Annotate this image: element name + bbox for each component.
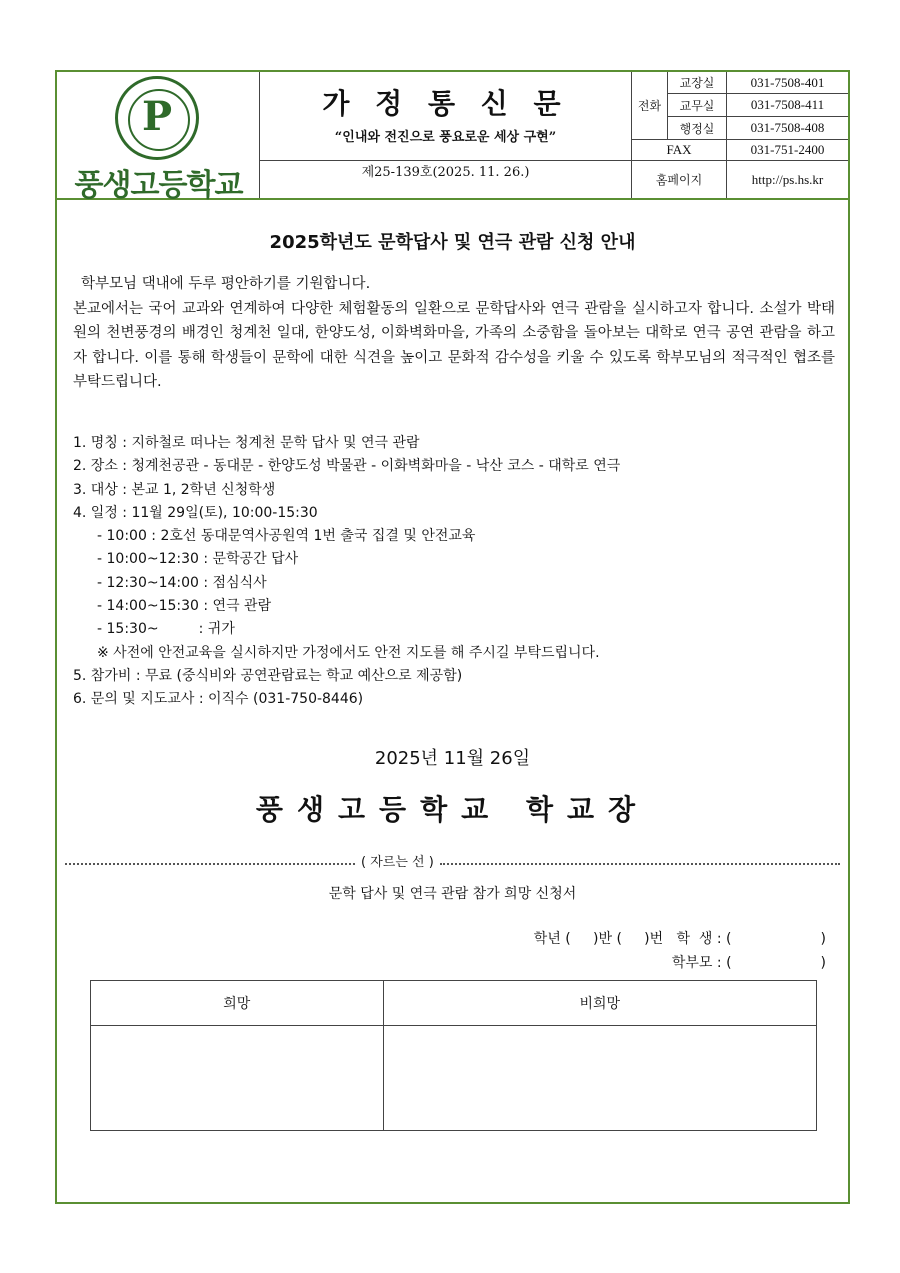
document-title: 2025학년도 문학답사 및 연극 관람 신청 안내 <box>269 232 636 253</box>
contact-table <box>632 72 848 198</box>
column-no: 비희망 <box>383 981 816 1026</box>
yes-cell[interactable] <box>91 1026 384 1131</box>
fax-number: 031-751-2400 <box>727 139 848 160</box>
homepage-label: 홈페이지 <box>632 160 727 198</box>
list-item: 5. 참가비 : 무료 (중식비와 공연관람료는 학교 예산으로 제공함) <box>73 667 463 684</box>
cut-line <box>65 851 840 870</box>
phone-label: 전화 <box>632 72 668 139</box>
student-info-line[interactable]: 학년 ( )반 ( )번 학 생 : ( ) <box>533 931 826 947</box>
greeting: 학부모님 댁내에 두루 평안하기를 기원합니다. <box>81 276 371 292</box>
parent-info-line[interactable]: 학부모 : ( ) <box>671 955 826 971</box>
details-list <box>73 432 620 712</box>
response-table <box>90 980 817 1131</box>
phone-principal: 031-7508-401 <box>727 72 848 94</box>
issue-date: 2025년 11월 26일 <box>374 748 531 769</box>
intro-paragraph: 본교에서는 국어 교과와 연계하여 다양한 체험활동의 일환으로 문학답사와 연극 관람을 실시하고자 합니다. 소설가 박태원의 천변풍경의 배경인 청계천 일대, 한양도성, 이화벽화마을, 가족의 소중함을 돌아보는 대학로 연극 공연 관람을 하고자 합니다. 이를 통해 학생들이 문학에 대한 식견을 높이고 문화적 감수성을 키울 수 있도록 학부모님의 적극적인 협조를 부탁드립니다. <box>73 300 835 390</box>
phone-label-principal: 교장실 <box>668 72 727 94</box>
schedule-item: - 10:00 : 2호선 동대문역사공원역 1번 출국 집결 및 안전교육 <box>97 528 476 545</box>
school-motto: “인내와 전진으로 풍요로운 세상 구현” <box>334 130 557 145</box>
issue-number: 제25-139호(2025. 11. 26.) <box>260 160 631 198</box>
school-logo <box>57 72 260 203</box>
column-yes: 희망 <box>91 981 384 1026</box>
fax-label: FAX <box>632 139 727 160</box>
school-name: 풍생고등학교 <box>74 168 243 203</box>
list-item: 6. 문의 및 지도교사 : 이직수 (031-750-8446) <box>73 691 364 708</box>
no-cell[interactable] <box>383 1026 816 1131</box>
letterhead <box>57 72 848 203</box>
schedule-item: - 12:30~14:00 : 점심식사 <box>97 574 267 591</box>
safety-note: ※ 사전에 안전교육을 실시하지만 가정에서도 안전 지도를 해 주시길 부탁드립니다. <box>97 644 600 661</box>
schedule-item: - 14:00~15:30 : 연극 관람 <box>97 598 272 615</box>
document-frame <box>55 70 850 1204</box>
school-seal-icon: P <box>115 76 199 160</box>
schedule-item: - 10:00~12:30 : 문학공간 답사 <box>97 551 299 568</box>
phone-label-admin: 행정실 <box>668 117 727 139</box>
phone-label-academic: 교무실 <box>668 94 727 117</box>
phone-admin: 031-7508-408 <box>750 120 825 135</box>
list-item: 2. 장소 : 청계천공관 - 동대문 - 한양도성 박물관 - 이화벽화마을 - 낙산 코스 - 대학로 연극 <box>73 458 621 475</box>
schedule-item: - 15:30~ : 귀가 <box>97 621 235 638</box>
cut-line-label: ( 자르는 선 ) <box>361 855 434 870</box>
intro <box>73 272 835 395</box>
list-item: 3. 대상 : 본교 1, 2학년 신청학생 <box>73 481 276 498</box>
newsletter-title: 가 정 통 신 문 <box>322 87 569 120</box>
principal-signature: 풍생고등학교 학교장 <box>255 793 650 826</box>
homepage-url[interactable]: http://ps.hs.kr <box>727 160 848 198</box>
list-item: 4. 일정 : 11월 29일(토), 10:00-15:30 <box>73 504 318 521</box>
list-item: 1. 명칭 : 지하철로 떠나는 청계천 문학 답사 및 연극 관람 <box>73 435 420 451</box>
form-title: 문학 답사 및 연극 관람 참가 희망 신청서 <box>328 886 577 902</box>
phone-academic: 031-7508-411 <box>727 94 848 117</box>
